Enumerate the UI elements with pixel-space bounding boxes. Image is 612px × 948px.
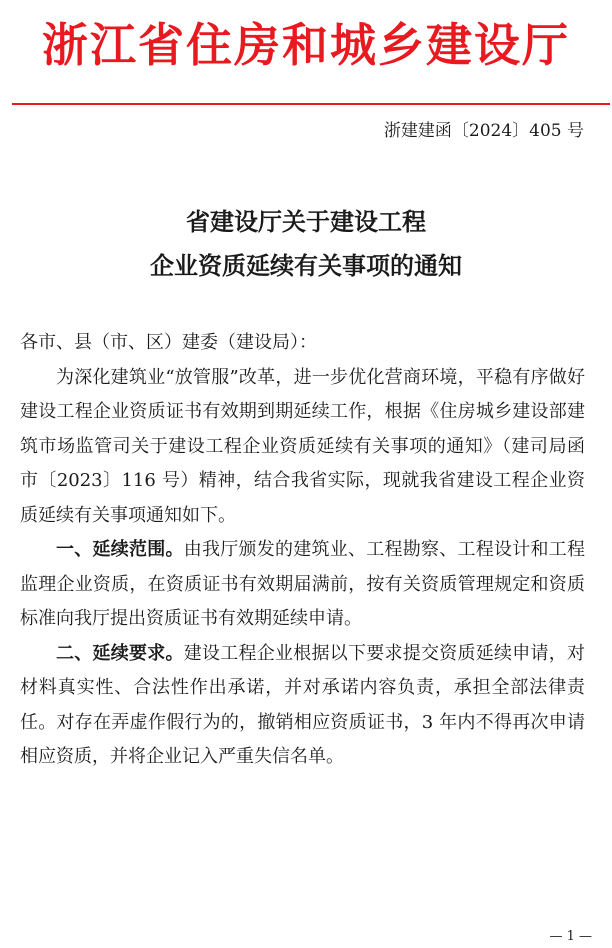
notice-body (20, 326, 585, 775)
notice-title (0, 200, 612, 288)
document-number: 浙建建函〔2024〕405 号 (383, 121, 584, 141)
intro-paragraph: 为深化建筑业“放管服”改革，进一步优化营商环境，平稳有序做好建设工程企业资质证书有效期到期延续工作，根据《住房城乡建设部建筑市场监管司关于建设工程企业资质延续有关事项的通知》（建司局函市〔2023〕116 号）精神，结合我省实际，现就我省建设工程企业资质延续有关事项通知如下。 (20, 366, 585, 526)
header-rule (12, 103, 610, 105)
section-requirements-heading: 二、延续要求。 (56, 642, 184, 664)
agency-name: 浙江省住房和城乡建设厅 (42, 18, 570, 72)
page-number: — 1 — (549, 929, 592, 944)
section-requirements-text: 建设工程企业根据以下要求提交资质延续申请，对材料真实性、合法性作出承诺，并对承诺内容负责，承担全部法律责任。对存在弄虚作假行为的，撤销相应资质证书，3 年内不得再次申请相应资质，并将企业记入严重失信名单。 (20, 642, 585, 767)
salutation: 各市、县（市、区）建委（建设局）： (20, 332, 317, 353)
notice-title-line-1: 省建设厅关于建设工程 (186, 207, 426, 236)
notice-title-line-2: 企业资质延续有关事项的通知 (150, 251, 462, 280)
section-scope (20, 533, 585, 637)
section-requirements (20, 637, 585, 775)
section-scope-text: 由我厅颁发的建筑业、工程勘察、工程设计和工程监理企业资质，在资质证书有效期届满前，按有关资质管理规定和资质标准向我厅提出资质证书有效期延续申请。 (20, 539, 585, 629)
section-scope-heading: 一、延续范围。 (56, 539, 184, 560)
